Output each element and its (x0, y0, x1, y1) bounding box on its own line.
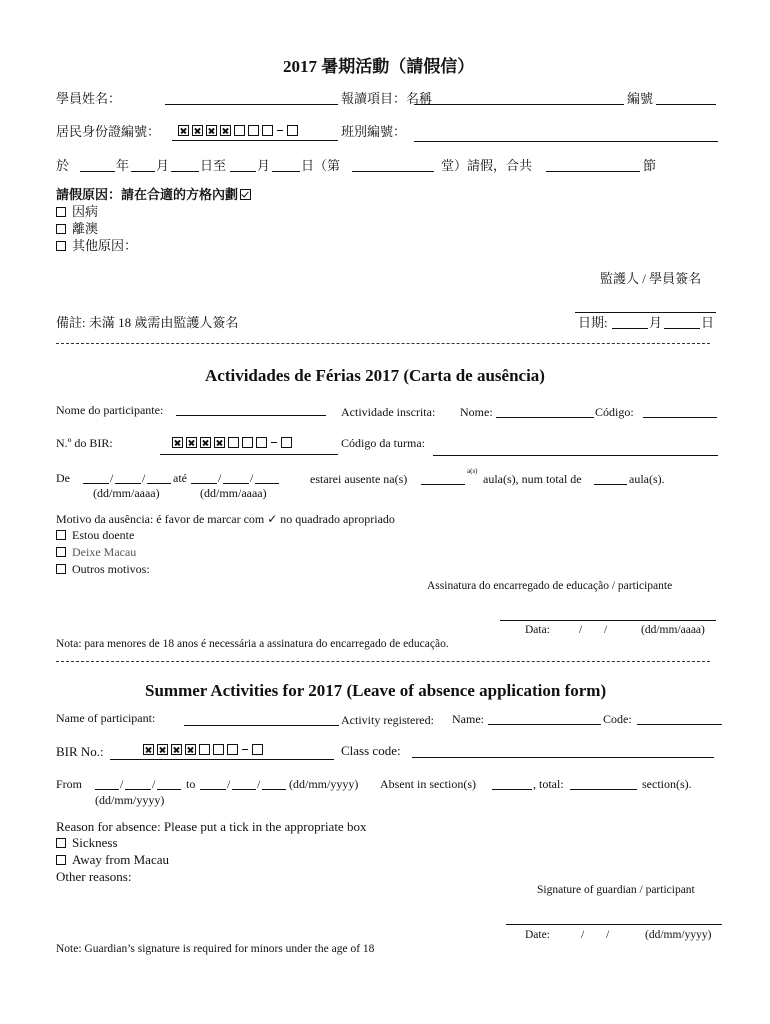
zh-month2: 月 (257, 158, 271, 173)
bir-crossed-box-icon (200, 437, 211, 448)
pt-nome-label: Nome: (460, 405, 493, 419)
zh-date-day: 日 (701, 315, 715, 330)
bir-crossed-box-icon (171, 744, 182, 755)
en-bir-boxes[interactable] (143, 744, 263, 755)
pt-bir-label: N.º do BIR: (56, 436, 113, 450)
zh-code-field[interactable] (656, 104, 716, 105)
zh-signature-field[interactable] (575, 312, 716, 313)
bir-crossed-box-icon (185, 744, 196, 755)
zh-id-label: 居民身份證編號： (56, 124, 161, 139)
checkbox-icon[interactable] (56, 855, 66, 865)
pt-slash: / (604, 624, 608, 636)
pt-slash: / (579, 624, 583, 636)
en-signature-field[interactable] (506, 924, 722, 925)
pt-fmt-from: (dd/mm/aaaa) (93, 486, 160, 500)
en-total-field[interactable] (570, 789, 637, 790)
zh-date-label: 日期: (578, 315, 608, 330)
en-bir-label: BIR No.: (56, 744, 104, 759)
pt-slash: / (250, 471, 254, 485)
zh-section: 節 (643, 158, 657, 173)
pt-aulas: aula(s), num total de (483, 472, 582, 486)
pt-from-month[interactable] (115, 483, 141, 484)
en-to: to (186, 777, 196, 791)
zh-reason-title: 請假原因：請在合適的方格內劃 (56, 188, 251, 201)
pt-reason-other[interactable]: Outros motivos: (56, 563, 150, 575)
en-reason-sick[interactable]: Sickness (56, 836, 118, 849)
pt-nota: Nota: para menores de 18 anos é necessária a assinatura do encarregado de educação. (56, 638, 449, 650)
zh-activity-field[interactable] (414, 104, 624, 105)
zh-name-label: 學員姓名： (56, 91, 122, 106)
pt-data-fmt: (dd/mm/aaaa) (641, 624, 705, 636)
zh-lesson: 堂）請假，合共 (441, 158, 533, 173)
zh-class-field[interactable] (414, 141, 718, 142)
pt-name-field[interactable] (176, 415, 326, 416)
bir-hyphen (242, 749, 248, 750)
zh-day1-field[interactable] (171, 171, 199, 172)
bir-empty-box-icon[interactable] (213, 744, 224, 755)
en-total: , total: (533, 777, 564, 791)
divider-2 (56, 661, 710, 662)
en-slash: / (581, 929, 585, 941)
en-to-month[interactable] (232, 789, 256, 790)
pt-to-day[interactable] (191, 483, 217, 484)
bir-empty-box-icon[interactable] (242, 437, 253, 448)
checkbox-icon[interactable] (56, 224, 66, 234)
pt-bir-underline (160, 454, 338, 455)
pt-fmt-to: (dd/mm/aaaa) (200, 486, 267, 500)
pt-to-month[interactable] (223, 483, 249, 484)
checkbox-icon[interactable] (56, 564, 66, 574)
pt-bir-boxes[interactable] (172, 437, 292, 448)
en-from-day[interactable] (95, 789, 119, 790)
en-absent: Absent in section(s) (380, 777, 476, 791)
bir-crossed-box-icon (186, 437, 197, 448)
en-title: Summer Activities for 2017 (Leave of absence application form) (145, 681, 607, 700)
pt-nome-field[interactable] (496, 417, 594, 418)
checkbox-icon[interactable] (56, 241, 66, 251)
checkbox-icon[interactable] (56, 207, 66, 217)
en-date-label: Date: (525, 929, 550, 941)
pt-class-field[interactable] (433, 455, 718, 456)
zh-day-paren: 日（第 (301, 158, 341, 173)
pt-activity-label: Actividade inscrita: (341, 405, 436, 419)
en-fmt-inline: (dd/mm/yyyy) (289, 777, 359, 791)
pt-signature-label: Assinatura do encarregado de educação / participante (427, 580, 673, 592)
en-reason-title: Reason for absence: Please put a tick in the appropriate box (56, 819, 367, 834)
pt-reason-leave[interactable]: Deixe Macau (56, 546, 136, 558)
zh-id-underline (172, 140, 338, 141)
pt-de: De (56, 471, 70, 485)
pt-slash: / (110, 471, 114, 485)
bir-crossed-box-icon (206, 125, 217, 136)
pt-name-label: Nome do participante: (56, 403, 164, 417)
en-slash: / (257, 777, 261, 791)
bir-empty-box-icon[interactable] (281, 437, 292, 448)
zh-signature-label: 監護人 / 學員簽名 (600, 271, 702, 286)
bir-empty-box-icon[interactable] (262, 125, 273, 136)
en-slash: / (120, 777, 124, 791)
bir-crossed-box-icon (172, 437, 183, 448)
bir-crossed-box-icon (192, 125, 203, 136)
zh-bir-boxes[interactable] (178, 125, 298, 136)
zh-yu: 於 (56, 158, 70, 173)
pt-ate: até (173, 471, 187, 485)
zh-title: 2017 暑期活動（請假信） (283, 57, 475, 76)
pt-aulas-end: aula(s). (629, 472, 665, 486)
en-name2-label: Name: (452, 712, 484, 726)
en-from-year[interactable] (157, 789, 181, 790)
zh-day2-field[interactable] (272, 171, 300, 172)
zh-month2-field[interactable] (230, 171, 256, 172)
zh-year-field[interactable] (80, 171, 115, 172)
pt-total-field[interactable] (594, 484, 627, 485)
en-code-field[interactable] (637, 724, 722, 725)
en-bir-underline (110, 759, 334, 760)
zh-name-field[interactable] (165, 104, 338, 105)
bir-crossed-box-icon (157, 744, 168, 755)
pt-data-label: Data: (525, 624, 550, 636)
pt-from-day[interactable] (83, 483, 109, 484)
en-date-fmt: (dd/mm/yyyy) (645, 929, 712, 941)
zh-code-label: 編號 (627, 91, 654, 106)
zh-lesson-field[interactable] (352, 171, 434, 172)
bir-crossed-box-icon (220, 125, 231, 136)
checkbox-icon[interactable] (56, 838, 66, 848)
en-activity-label: Activity registered: (341, 713, 434, 727)
pt-codigo-label: Código: (595, 405, 634, 419)
bir-empty-box-icon[interactable] (199, 744, 210, 755)
pt-title: Actividades de Férias 2017 (Carta de ausência) (205, 366, 545, 385)
zh-date-month: 月 (649, 315, 663, 330)
bir-hyphen (271, 442, 277, 443)
en-slash: / (606, 929, 610, 941)
bir-hyphen (277, 130, 283, 131)
divider-1 (56, 343, 710, 344)
pt-slash: / (142, 471, 146, 485)
en-to-year[interactable] (262, 789, 286, 790)
en-code-label: Code: (603, 712, 632, 726)
zh-activity-label: 報讀項目：名稱 (341, 91, 433, 106)
bir-crossed-box-icon (178, 125, 189, 136)
pt-codigo-field[interactable] (643, 417, 717, 418)
en-slash: / (227, 777, 231, 791)
en-name-label: Name of participant: (56, 711, 156, 725)
zh-date-day-field[interactable] (664, 328, 700, 329)
zh-date-month-field[interactable] (612, 328, 648, 329)
pt-ausente: estarei ausente na(s) (310, 472, 408, 486)
checkbox-icon[interactable] (56, 547, 66, 557)
en-class-label: Class code: (341, 743, 401, 758)
en-class-field[interactable] (412, 757, 714, 758)
en-from-month[interactable] (125, 789, 151, 790)
en-note: Note: Guardian’s signature is required for minors under the age of 18 (56, 943, 375, 955)
zh-year: 年 (116, 158, 130, 173)
zh-reason-sick[interactable]: 因病 (56, 205, 98, 218)
bir-empty-box-icon[interactable] (256, 437, 267, 448)
zh-month1: 月 (156, 158, 170, 173)
zh-reason-other[interactable]: 其他原因： (56, 239, 137, 252)
zh-month1-field[interactable] (131, 171, 155, 172)
bir-empty-box-icon[interactable] (228, 437, 239, 448)
bir-crossed-box-icon (214, 437, 225, 448)
en-slash: / (152, 777, 156, 791)
pt-slash: / (218, 471, 222, 485)
pt-reason-title: Motivo da ausência: é favor de marcar com ✓ no quadrado apropriado (56, 512, 395, 526)
checkbox-icon[interactable] (56, 530, 66, 540)
bir-crossed-box-icon (143, 744, 154, 755)
pt-reason-sick[interactable]: Estou doente (56, 529, 134, 541)
en-sections: section(s). (642, 777, 692, 791)
tick-box-icon (240, 189, 251, 200)
zh-day-to: 日至 (200, 158, 227, 173)
bir-empty-box-icon[interactable] (287, 125, 298, 136)
pt-to-year[interactable] (255, 483, 279, 484)
en-signature-label: Signature of guardian / participant (537, 884, 695, 896)
bir-empty-box-icon[interactable] (248, 125, 259, 136)
en-to-day[interactable] (200, 789, 226, 790)
zh-class-label: 班別編號： (341, 124, 407, 139)
pt-signature-field[interactable] (500, 620, 716, 621)
bir-empty-box-icon[interactable] (227, 744, 238, 755)
pt-class-label: Código da turma: (341, 436, 425, 450)
bir-empty-box-icon[interactable] (234, 125, 245, 136)
pt-aulas-field[interactable] (421, 484, 465, 485)
zh-reason-leave[interactable]: 離澳 (56, 222, 98, 235)
zh-remark: 備註: 未滿 18 歲需由監護人簽名 (56, 315, 239, 330)
en-from: From (56, 777, 83, 791)
pt-sup: a(s) (467, 467, 478, 475)
bir-empty-box-icon[interactable] (252, 744, 263, 755)
zh-total-field[interactable] (546, 171, 640, 172)
en-fmt-below: (dd/mm/yyyy) (95, 793, 165, 807)
en-name2-field[interactable] (488, 724, 601, 725)
en-reason-away[interactable]: Away from Macau (56, 853, 169, 866)
en-other: Other reasons: (56, 869, 132, 884)
en-sections-field[interactable] (492, 789, 532, 790)
pt-from-year[interactable] (147, 483, 171, 484)
en-name-field[interactable] (184, 725, 339, 726)
